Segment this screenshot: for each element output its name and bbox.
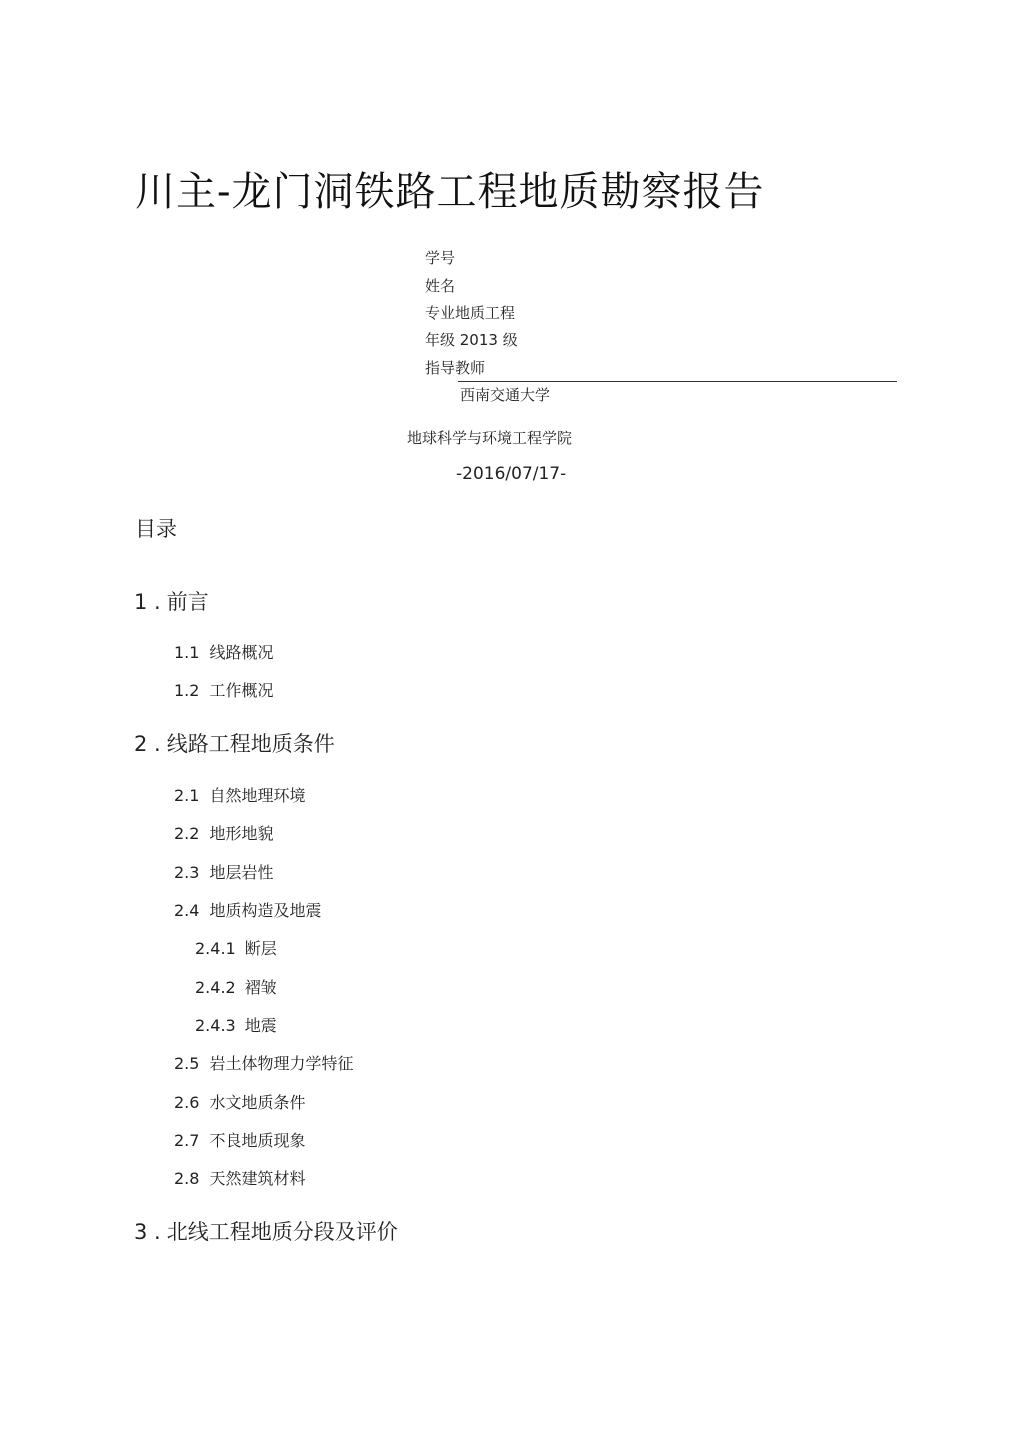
divider-line <box>458 381 897 382</box>
toc-item: 3 . 北线工程地质分段及评价 <box>134 1220 398 1244</box>
toc-item: 2.7 不良地质现象 <box>174 1131 306 1150</box>
toc-heading: 目录 <box>135 517 177 541</box>
toc-item: 2.2 地形地貌 <box>174 824 274 843</box>
toc-item: 2.4.3 地震 <box>195 1016 277 1035</box>
college-name: 地球科学与环境工程学院 <box>407 429 573 447</box>
toc-item: 2.6 水文地质条件 <box>174 1093 306 1112</box>
info-major: 专业地质工程 <box>425 304 516 322</box>
toc-item: 2.1 自然地理环境 <box>174 786 306 805</box>
document-title: 川主-龙门洞铁路工程地质勘察报告 <box>135 169 765 215</box>
report-date: -2016/07/17- <box>456 464 567 484</box>
school-name: 西南交通大学 <box>460 386 551 404</box>
toc-item: 2.4 地质构造及地震 <box>174 901 322 920</box>
toc-item: 2.4.2 褶皱 <box>195 978 277 997</box>
info-grade: 年级 2013 级 <box>425 331 518 349</box>
toc-item: 1.1 线路概况 <box>174 643 274 662</box>
toc-item: 2.3 地层岩性 <box>174 863 274 882</box>
info-name: 姓名 <box>425 277 456 295</box>
toc-item: 2.4.1 断层 <box>195 939 277 958</box>
info-student-id: 学号 <box>425 249 456 267</box>
toc-item: 2 . 线路工程地质条件 <box>134 732 335 756</box>
toc-item: 1.2 工作概况 <box>174 681 274 700</box>
toc-item: 2.8 天然建筑材料 <box>174 1169 306 1188</box>
info-advisor: 指导教师 <box>425 359 486 377</box>
toc-item: 1 . 前言 <box>134 590 209 614</box>
toc-item: 2.5 岩土体物理力学特征 <box>174 1054 354 1073</box>
